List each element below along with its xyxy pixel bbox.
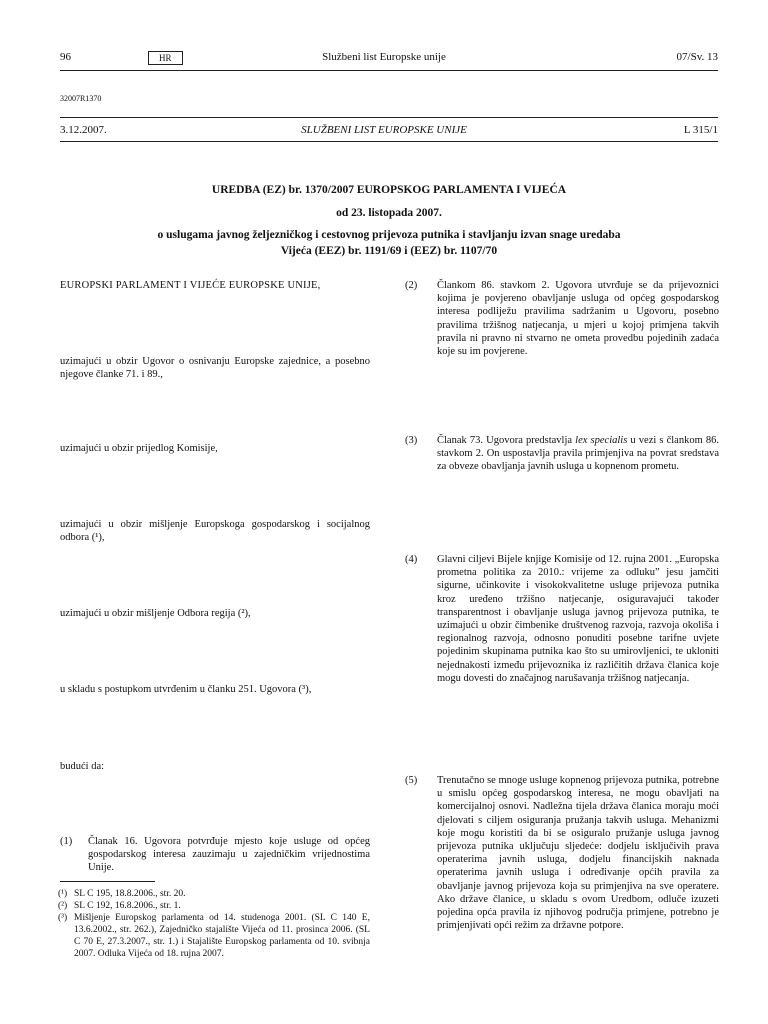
recital-number: (3)	[405, 435, 418, 446]
regulation-subject-line1: o uslugama javnog željezničkog i cestovnog prijevoza putnika i stavljanju izvan snage uredaba	[157, 229, 621, 241]
volume-number: 07/Sv. 13	[676, 51, 718, 63]
recital-number: (1)	[60, 836, 73, 847]
footnote-text: SL C 195, 18.8.2006., str. 20.	[74, 889, 186, 899]
recital-number: (4)	[405, 554, 418, 565]
language-badge: HR	[148, 51, 183, 65]
journal-subheader: SLUŽBENI LIST EUROPSKE UNIJE	[301, 124, 467, 136]
citation-proposal: uzimajući u obzir prijedlog Komisije,	[60, 443, 218, 454]
footnote-text: SL C 192, 16.8.2006., str. 1.	[74, 901, 181, 911]
recital-text: Glavni ciljevi Bijele knjige Komisije od 12. rujna 2001. „Europska prometna politika za 2010.: vrijeme za odluku” jesu jamčiti sigurne, učinkovite i visokokvalitetne usluge prijevoza putnika kroz uređeno tržišno natjecanje, osiguravajući također transparentnost i obavljanje usluga javnog prijevoza putnika, te uzimajući u obzir čimbenike društvenog razvoja, razvoja okoliša i regionalnog razvoja, odnosno ponuditi posebne tarifne uvjete pojedinim skupinama putnika kao što su umirovljenici, te ukloniti nejednakosti između prijevoznika iz različitih država članica koje mogu dovesti do značajnog narušavanja tržišnog natjecanja.	[437, 554, 719, 684]
footnote-text: Mišljenje Europskog parlamenta od 14. studenoga 2001. (SL C 140 E, 13.6.2002., str. 262.), Zajedničko stajalište Vijeća od 11. prosinca 2006. (SL C 70 E, 27.3.2007., str. 1.) i Stajalište Europskog parlamenta od 10. svibnja 2007. Odluka Vijeća od 18. rujna 2007.	[74, 913, 370, 959]
publication-date: 3.12.2007.	[60, 124, 107, 136]
citation-procedure: u skladu s postupkom utvrđenim u članku 251. Ugovora (³),	[60, 684, 312, 695]
subheader-bottom-rule	[60, 141, 718, 142]
citation-esc-opinion: uzimajući u obzir mišljenje Europskoga gospodarskog i socijalnog odbora (¹),	[60, 519, 370, 544]
footnote-mark: (³)	[58, 913, 68, 923]
citation-cor-opinion: uzimajući u obzir mišljenje Odbora regija (²),	[60, 608, 251, 619]
oj-reference: L 315/1	[683, 124, 718, 136]
recital-text: Članak 73. Ugovora predstavlja lex specialis u vezi s člankom 86. stavkom 2. On uspostavlja pravila primjenjiva na povrat sredstava za obveze obavljanja javnih usluga u kopnenom prometu.	[437, 435, 720, 473]
footnote-mark: (¹)	[58, 889, 68, 899]
recital-number: (2)	[405, 280, 418, 291]
recital-text: Trenutačno se mnoge usluge kopnenog prijevoza putnika, potrebne u smislu općeg gospodarskog interesa, ne mogu obavljati na komercijalnoj osnovi. Nadležna tijela država članica moraju moći djelovati s ciljem osiguranja pružanja takvih usluga. Mehanizmi koje mogu koristiti da bi se osiguralo pružanje usluga javnog prijevoza putnika uključuju sljedeće: dodjelu isključivih prava operaterima javnih usluga, dodjelu financijskih naknada operaterima javnih usluga i određivanje općih pravila za obavljanje javnog prijevoza koja su primjenjiva na sve operatere. Ako države članice, u skladu s ovom Uredbom, odluče izuzeti pojedina opća pravila iz njihovog područja primjene, potrebno je primjenjivati opći režim za državne potpore.	[437, 775, 719, 932]
journal-header: Službeni list Europske unije	[322, 51, 446, 63]
whereas-intro: budući da:	[60, 761, 105, 772]
page-number: 96	[60, 51, 71, 63]
recital-number: (5)	[405, 775, 418, 786]
footnote-mark: (²)	[58, 901, 68, 911]
regulation-subject-line2: Vijeća (EEZ) br. 1191/69 i (EEZ) br. 1107/70	[280, 245, 498, 257]
enacting-intro: EUROPSKI PARLAMENT I VIJEĆE EUROPSKE UNIJE,	[60, 280, 321, 291]
regulation-date: od 23. listopada 2007.	[336, 207, 442, 219]
recital-text: Člankom 86. stavkom 2. Ugovora utvrđuje se da prijevoznici kojima je povjereno obavljanje usluga od općeg gospodarskog interesa podliježu pravilima sadržanim u Ugovoru, posebno pravilima tržišnog natjecanja, u mjeri u kojoj primjena takvih pravila ni pravno ni stvarno ne ometa provedbu pojedinih zadaća koje su im povjerene.	[437, 280, 719, 358]
citation-treaty: uzimajući u obzir Ugovor o osnivanju Europske zajednice, a posebno njegove članke 71. i 89.,	[60, 356, 370, 381]
regulation-title: UREDBA (EZ) br. 1370/2007 EUROPSKOG PARLAMENTA I VIJEĆA	[211, 184, 567, 196]
footnote-rule	[60, 881, 155, 882]
header-rule	[60, 70, 718, 71]
subheader-top-rule	[60, 117, 718, 118]
recital-text: Članak 16. Ugovora potvrđuje mjesto koje usluge od općeg gospodarskog interesa zauzimaju u zajedničkim vrijednostima Unije.	[88, 836, 370, 874]
celex-number: 32007R1370	[60, 94, 102, 103]
